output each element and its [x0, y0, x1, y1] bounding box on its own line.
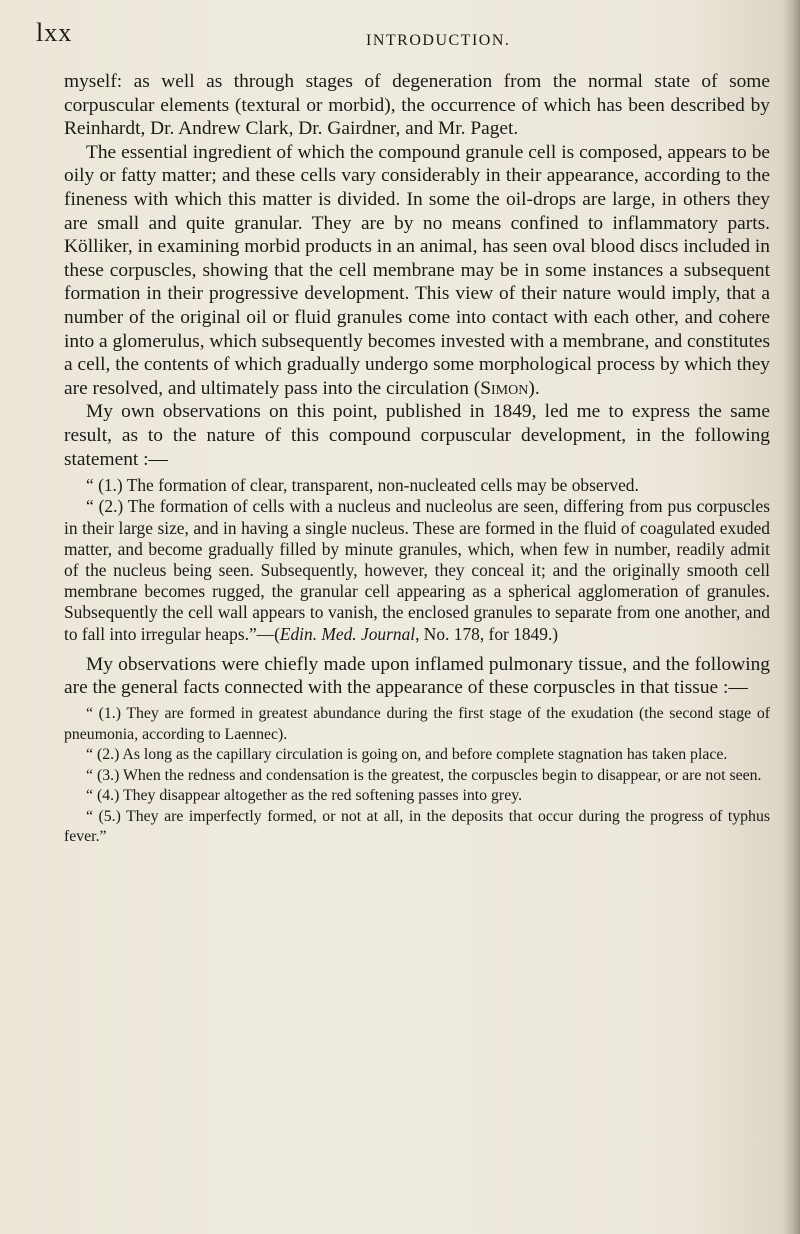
paragraph-text: ). — [528, 377, 540, 399]
paragraph-pulmonary: My observations were chiefly made upon inflamed pulmonary tissue, and the following are the general facts connected with the appearance of these corpuscles in that tissue :— — [64, 653, 770, 699]
quote-item-1: “ (1.) The formation of clear, transparent, non-nucleated cells may be observed. — [86, 475, 639, 496]
quote-text: “ (2.) The formation of cells with a nucleus and nucleolus are seen, differing from pus corpuscles in their large size, and in having a single nucleus. These are formed in the fluid of coagulated exuded matter, and become gradually filled by minute granules, which, when few in number, readily admit of the nucleus being seen. Subsequently, however, they conceal it; and the originally smooth cell membrane becomes rugged, the granular cell appearing as a spherical agglomeration of granules. Subsequently the cell wall appears to vanish, the enclosed granules to separate from one another, and to fall into irregular heaps.”—( — [64, 496, 770, 644]
quote-item-2 — [64, 496, 770, 644]
running-head: INTRODUCTION. — [366, 32, 511, 49]
journal-citation: Edin. Med. Journal — [279, 623, 416, 644]
author-citation: Simon — [480, 377, 529, 399]
page-header — [36, 18, 760, 58]
fact-item-1: “ (1.) They are formed in greatest abundance during the first stage of the exudation (the second stage of pneumonia, according to Laennec). — [64, 704, 770, 743]
fact-item-5: “ (5.) They are imperfectly formed, or not at all, in the deposits that occur during the progress of typhus fever.” — [64, 807, 770, 846]
quote-text: , No. 178, for 1849.) — [415, 623, 559, 644]
page-number: lxx — [36, 18, 73, 47]
fact-item-4: “ (4.) They disappear altogether as the red softening passes into grey. — [86, 787, 523, 805]
page-edge-shadow — [782, 0, 800, 1234]
paragraph-continuation: myself: as well as through stages of degeneration from the normal state of some corpuscular elements (textural or morbid), the occurrence of which has been described by Reinhardt, Dr. Andrew Clark, Dr. Gairdner, and Mr. Paget. — [64, 71, 770, 140]
fact-item-3: “ (3.) When the redness and condensation is the greatest, the corpuscles begin to disappear, or are not seen. — [86, 766, 762, 784]
paragraph-text: The essential ingredient of which the compound granule cell is composed, appears to be oily or fatty matter; and these cells vary considerably in their appearance, according to the fineness with which this matter is divided. In some the oil-drops are large, in others they are small and quite granular. They are by no means confined to inflammatory parts. Kölliker, in examining morbid products in an animal, has seen oval blood discs included in these corpuscles, showing that the cell membrane may be in some instances a subsequent formation in their progressive development. This view of their nature would imply, that a number of the original oil or fluid granules come into contact with each other, and cohere into a glomerulus, which subsequently becomes invested with a membrane, and constitutes a cell, the contents of which gradually undergo some morphological process by which they are resolved, and ultimately pass into the circulation ( — [64, 141, 770, 399]
fact-item-2: “ (2.) As long as the capillary circulation is going on, and before complete stagnation has taken place. — [86, 746, 728, 764]
page-body — [64, 70, 770, 848]
paragraph-own-observations: My own observations on this point, published in 1849, led me to express the same result, as to the nature of this compound corpuscular development, in the following statement :— — [64, 401, 770, 470]
paragraph-granule-cell — [64, 141, 770, 401]
